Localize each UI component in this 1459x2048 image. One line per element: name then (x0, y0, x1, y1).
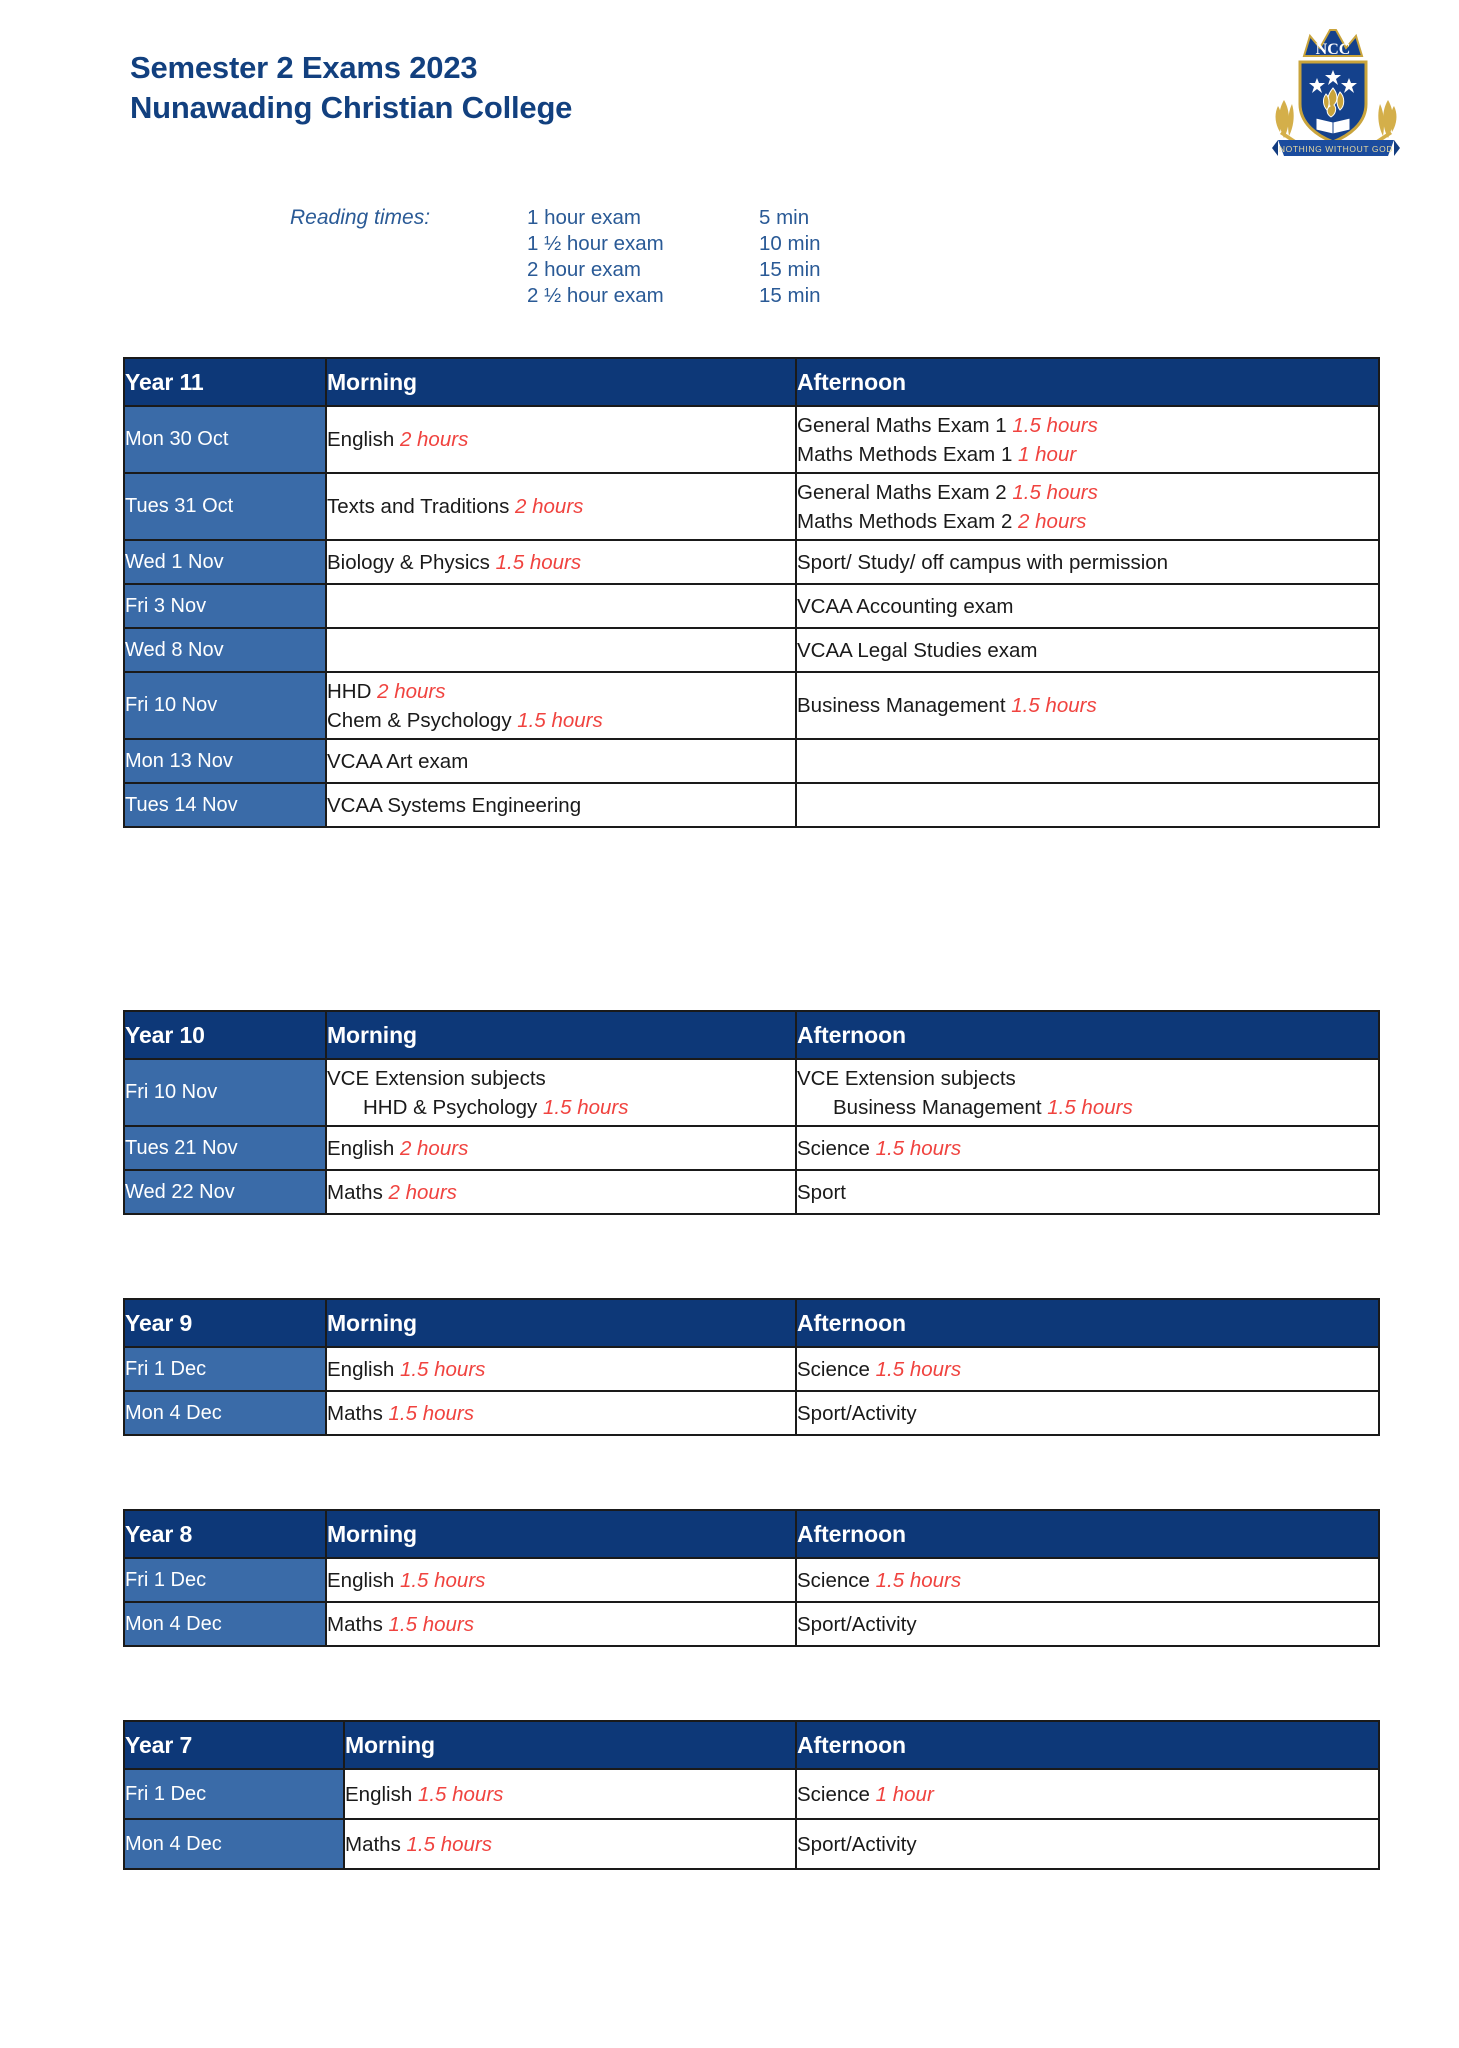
table-row (124, 584, 1379, 628)
logo-motto-text: NOTHING WITHOUT GOD (1278, 144, 1394, 154)
page-title (130, 48, 572, 128)
table-row (124, 1347, 1379, 1391)
exam-table-year-10 (123, 1010, 1378, 1215)
exam-duration: 1.5 hours (1012, 480, 1098, 504)
year-level-header: Year 11 (124, 358, 326, 406)
exam-entry (797, 691, 1378, 720)
exam-entry (797, 1610, 1378, 1639)
table-header-row (124, 1510, 1379, 1558)
exam-subject: Business Management (797, 694, 1012, 717)
exam-entry (327, 1566, 795, 1595)
exam-subject: Sport/Activity (797, 1401, 917, 1425)
morning-exam-cell (326, 1170, 796, 1214)
morning-column-header: Morning (326, 1011, 796, 1059)
afternoon-column-header: Afternoon (796, 1011, 1379, 1059)
exam-subject: Texts and Traditions (327, 495, 516, 518)
exam-date-cell: Mon 4 Dec (124, 1391, 326, 1435)
exam-date-cell: Wed 22 Nov (124, 1170, 326, 1214)
table-row (124, 783, 1379, 827)
exam-duration: 1 hour (1018, 442, 1077, 466)
morning-column-header: Morning (326, 1510, 796, 1558)
afternoon-exam-cell (796, 406, 1379, 473)
exam-date-cell: Mon 30 Oct (124, 406, 326, 473)
table-row (124, 1558, 1379, 1602)
exam-entry (797, 507, 1378, 536)
exam-table-year-9 (123, 1298, 1378, 1436)
exam-entry (797, 1566, 1378, 1595)
exam-duration: 2 hours (399, 1136, 469, 1160)
table-row (124, 1769, 1379, 1819)
exam-date-cell: Fri 3 Nov (124, 584, 326, 628)
table-header-row (124, 1721, 1379, 1769)
exam-date-cell: Fri 1 Dec (124, 1769, 344, 1819)
exam-date-cell: Wed 1 Nov (124, 540, 326, 584)
morning-exam-cell (326, 628, 796, 672)
exam-duration: 1.5 hours (1011, 694, 1097, 717)
table-row (124, 406, 1379, 473)
exam-date-cell: Tues 14 Nov (124, 783, 326, 827)
afternoon-column-header: Afternoon (796, 1510, 1379, 1558)
afternoon-exam-cell (796, 1347, 1379, 1391)
morning-exam-cell (326, 739, 796, 783)
exam-entry (797, 636, 1378, 665)
exam-duration: 1.5 hours (399, 1568, 486, 1592)
morning-exam-cell (326, 406, 796, 473)
exam-entry (327, 1093, 795, 1122)
afternoon-exam-cell (796, 1602, 1379, 1646)
reading-times-rows (527, 205, 821, 309)
exam-subject: English (327, 1357, 400, 1381)
morning-exam-cell (344, 1769, 796, 1819)
morning-exam-cell (326, 1602, 796, 1646)
exam-table-year-7 (123, 1720, 1378, 1870)
morning-exam-cell (326, 1558, 796, 1602)
exam-subject: VCAA Art exam (327, 749, 469, 773)
afternoon-exam-cell (796, 584, 1379, 628)
afternoon-exam-cell (796, 1170, 1379, 1214)
exam-duration: 1.5 hours (388, 1612, 475, 1636)
morning-exam-cell (326, 672, 796, 739)
exam-date-cell: Mon 13 Nov (124, 739, 326, 783)
afternoon-exam-cell (796, 1059, 1379, 1126)
exam-duration: 1.5 hours (1012, 413, 1098, 437)
exam-entry (797, 1830, 1378, 1859)
table-row (124, 739, 1379, 783)
exam-subject: General Maths Exam 1 (797, 413, 1013, 437)
exam-duration: 1.5 hours (495, 550, 582, 574)
reading-times-row (527, 231, 821, 257)
exam-entry (327, 1178, 795, 1207)
exam-entry (797, 1780, 1378, 1809)
afternoon-exam-cell (796, 1558, 1379, 1602)
morning-exam-cell (326, 1391, 796, 1435)
exam-duration: 2 hours (515, 495, 584, 518)
exam-entry (797, 1178, 1378, 1207)
exam-duration: 1.5 hours (1047, 1095, 1133, 1119)
exam-entry (797, 1399, 1378, 1428)
exam-entry (797, 411, 1378, 440)
exam-duration: 1.5 hours (517, 708, 603, 732)
exam-subject: Sport/Activity (797, 1612, 917, 1636)
exam-duration: 2 hours (377, 679, 446, 703)
reading-times-row (527, 283, 821, 309)
reading-exam-length: 1 ½ hour exam (527, 232, 664, 255)
table-row (124, 540, 1379, 584)
exam-entry (327, 791, 795, 820)
exam-subject: Science (797, 1782, 876, 1806)
afternoon-exam-cell (796, 1126, 1379, 1170)
afternoon-column-header: Afternoon (796, 1721, 1379, 1769)
exam-entry (797, 478, 1378, 507)
exam-subject: Maths (327, 1401, 389, 1425)
reading-duration: 15 min (759, 284, 821, 307)
morning-exam-cell (344, 1819, 796, 1869)
exam-subject: Science (797, 1136, 876, 1160)
school-crest-logo (1262, 22, 1410, 158)
exam-subject: Maths Methods Exam 2 (797, 509, 1019, 533)
exam-duration: 1.5 hours (875, 1357, 962, 1381)
reading-exam-length: 2 ½ hour exam (527, 284, 664, 307)
table-row (124, 473, 1379, 540)
exam-subject: English (345, 1782, 418, 1806)
exam-date-cell: Mon 4 Dec (124, 1819, 344, 1869)
exam-date-cell: Mon 4 Dec (124, 1602, 326, 1646)
exam-table-year-11 (123, 357, 1378, 828)
exam-subject: HHD (327, 679, 378, 703)
exam-subject: English (327, 1568, 400, 1592)
exam-subject: VCE Extension subjects (797, 1066, 1016, 1090)
exam-date-cell: Fri 10 Nov (124, 1059, 326, 1126)
exam-entry (797, 548, 1378, 577)
schedule-table (123, 1010, 1380, 1215)
exam-duration: 2 hours (399, 428, 469, 451)
afternoon-exam-cell (796, 473, 1379, 540)
exam-entry (797, 1134, 1378, 1163)
exam-subject: English (327, 428, 400, 451)
exam-subject: Maths Methods Exam 1 (797, 442, 1019, 466)
exam-duration: 1.5 hours (543, 1095, 629, 1119)
title-line-1: Semester 2 Exams 2023 (130, 50, 478, 85)
afternoon-exam-cell (796, 672, 1379, 739)
exam-subject: Chem & Psychology (327, 708, 518, 732)
exam-entry (345, 1830, 795, 1859)
reading-times-block (290, 205, 821, 309)
exam-duration: 1.5 hours (399, 1357, 486, 1381)
exam-subject: HHD & Psychology (363, 1095, 544, 1119)
schedule-table (123, 1509, 1380, 1647)
afternoon-exam-cell (796, 1769, 1379, 1819)
table-row (124, 1126, 1379, 1170)
exam-entry (345, 1780, 795, 1809)
exam-duration: 1.5 hours (406, 1832, 493, 1856)
exam-subject: General Maths Exam 2 (797, 480, 1013, 504)
exam-entry (327, 1399, 795, 1428)
exam-date-cell: Fri 1 Dec (124, 1347, 326, 1391)
morning-exam-cell (326, 1126, 796, 1170)
exam-duration: 1.5 hours (388, 1401, 475, 1425)
exam-entry (327, 1134, 795, 1163)
exam-entry (797, 1355, 1378, 1384)
year-level-header: Year 7 (124, 1721, 344, 1769)
exam-subject: Maths (327, 1612, 389, 1636)
exam-entry (327, 1355, 795, 1384)
exam-subject: Maths (345, 1832, 407, 1856)
table-row (124, 1819, 1379, 1869)
exam-date-cell: Fri 1 Dec (124, 1558, 326, 1602)
morning-column-header: Morning (326, 1299, 796, 1347)
exam-entry (327, 548, 795, 577)
afternoon-exam-cell (796, 628, 1379, 672)
exam-date-cell: Fri 10 Nov (124, 672, 326, 739)
morning-column-header: Morning (326, 358, 796, 406)
year-level-header: Year 9 (124, 1299, 326, 1347)
morning-exam-cell (326, 584, 796, 628)
morning-column-header: Morning (344, 1721, 796, 1769)
morning-exam-cell (326, 1059, 796, 1126)
exam-duration: 2 hours (1018, 509, 1087, 533)
table-row (124, 1602, 1379, 1646)
exam-date-cell: Wed 8 Nov (124, 628, 326, 672)
exam-entry (327, 492, 795, 521)
exam-subject: English (327, 1136, 400, 1160)
exam-duration: 1 hour (875, 1782, 934, 1806)
afternoon-exam-cell (796, 739, 1379, 783)
exam-subject: VCE Extension subjects (327, 1066, 546, 1090)
reading-duration: 5 min (759, 206, 810, 229)
table-row (124, 1170, 1379, 1214)
exam-subject: VCAA Legal Studies exam (797, 638, 1038, 662)
exam-table-year-8 (123, 1509, 1378, 1647)
exam-subject: Maths (327, 1180, 389, 1204)
exam-subject: Sport/Activity (797, 1832, 917, 1856)
exam-duration: 1.5 hours (417, 1782, 504, 1806)
exam-subject: Biology & Physics (327, 550, 496, 574)
year-level-header: Year 10 (124, 1011, 326, 1059)
reading-duration: 10 min (759, 232, 821, 255)
schedule-table (123, 357, 1380, 828)
exam-entry (797, 1064, 1378, 1093)
afternoon-exam-cell (796, 1391, 1379, 1435)
exam-subject: Sport (797, 1180, 846, 1204)
table-header-row (124, 1011, 1379, 1059)
afternoon-column-header: Afternoon (796, 358, 1379, 406)
exam-entry (327, 1064, 795, 1093)
schedule-table (123, 1720, 1380, 1870)
table-row (124, 1391, 1379, 1435)
morning-exam-cell (326, 1347, 796, 1391)
exam-duration: 1.5 hours (875, 1568, 962, 1592)
reading-times-row (527, 205, 821, 231)
exam-entry (327, 747, 795, 776)
table-row (124, 1059, 1379, 1126)
exam-duration: 2 hours (388, 1180, 457, 1204)
morning-exam-cell (326, 473, 796, 540)
afternoon-exam-cell (796, 783, 1379, 827)
reading-exam-length: 1 hour exam (527, 206, 641, 229)
exam-entry (327, 1610, 795, 1639)
reading-exam-length: 2 hour exam (527, 258, 641, 281)
exam-entry (797, 592, 1378, 621)
afternoon-column-header: Afternoon (796, 1299, 1379, 1347)
afternoon-exam-cell (796, 1819, 1379, 1869)
exam-subject: VCAA Systems Engineering (327, 793, 582, 817)
reading-duration: 15 min (759, 258, 821, 281)
exam-entry (327, 425, 795, 454)
table-row (124, 628, 1379, 672)
exam-subject: Science (797, 1568, 876, 1592)
exam-entry (797, 1093, 1378, 1122)
afternoon-exam-cell (796, 540, 1379, 584)
exam-duration: 1.5 hours (875, 1136, 962, 1160)
reading-times-label: Reading times: (290, 206, 431, 229)
logo-monogram-text: NCC (1315, 41, 1351, 58)
exam-date-cell: Tues 31 Oct (124, 473, 326, 540)
exam-entry (327, 706, 795, 735)
schedule-table (123, 1298, 1380, 1436)
table-header-row (124, 1299, 1379, 1347)
exam-entry (797, 440, 1378, 469)
exam-subject: Business Management (833, 1095, 1048, 1119)
exam-subject: Science (797, 1357, 876, 1381)
morning-exam-cell (326, 783, 796, 827)
year-level-header: Year 8 (124, 1510, 326, 1558)
table-header-row (124, 358, 1379, 406)
table-row (124, 672, 1379, 739)
exam-subject: Sport/ Study/ off campus with permission (797, 550, 1169, 574)
exam-entry (327, 677, 795, 706)
exam-subject: VCAA Accounting exam (797, 594, 1014, 618)
morning-exam-cell (326, 540, 796, 584)
title-line-2: Nunawading Christian College (130, 90, 573, 125)
exam-date-cell: Tues 21 Nov (124, 1126, 326, 1170)
reading-times-row (527, 257, 821, 283)
